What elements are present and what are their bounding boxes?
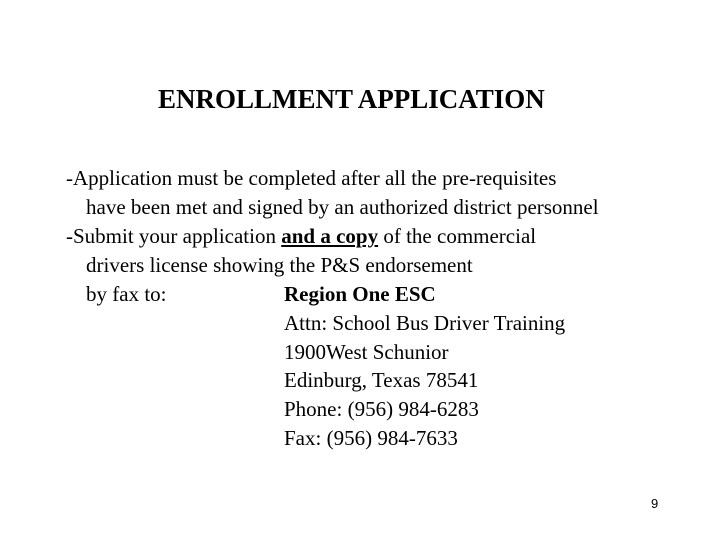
emphasis-and-a-copy: and a copy	[281, 224, 379, 248]
instruction-line-3-start: -Submit your application	[66, 224, 282, 248]
fax-label: by fax to:	[86, 282, 167, 306]
page-number: 9	[651, 496, 659, 511]
instruction-line-3	[66, 226, 536, 247]
address-phone: Phone: (956) 984-6283	[284, 397, 479, 421]
instruction-line-1: -Application must be completed after all the pre-requisites	[66, 166, 557, 190]
address-organization: Region One ESC	[284, 282, 436, 306]
address-fax: Fax: (956) 984-7633	[284, 426, 458, 450]
address-city-state-zip: Edinburg, Texas 78541	[284, 368, 479, 392]
address-attention: Attn: School Bus Driver Training	[284, 311, 566, 335]
instruction-line-4: drivers license showing the P&S endorsement	[86, 253, 473, 277]
instruction-line-2: have been met and signed by an authorized district personnel	[86, 195, 599, 219]
page-title: ENROLLMENT APPLICATION	[158, 84, 545, 114]
instruction-line-3-end: of the commercial	[378, 224, 537, 248]
address-street: 1900West Schunior	[284, 340, 449, 364]
